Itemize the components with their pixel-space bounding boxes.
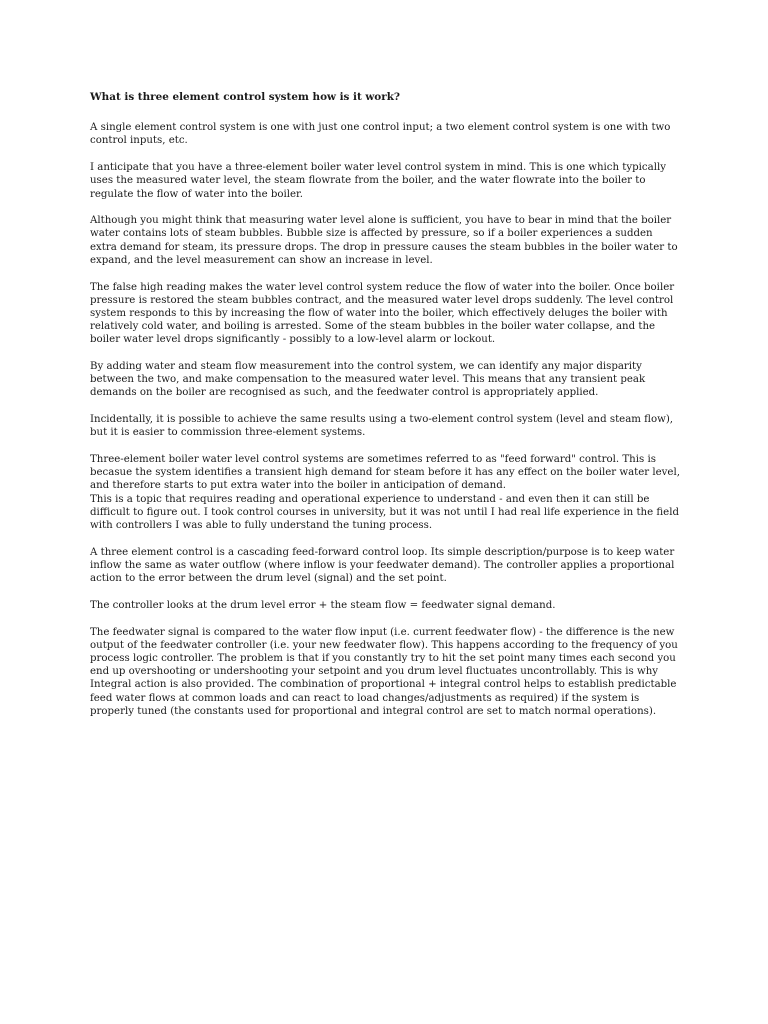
paragraph-two-element: Incidentally, it is possible to achieve the same results using a two-element control system (level and steam flow), but it is easier to commission three-element systems. xyxy=(90,414,674,439)
paragraph-signal-demand: The controller looks at the drum level error + the steam flow = feedwater signal demand. xyxy=(90,599,556,611)
paragraph-single-element: A single element control system is one with just one control input; a two element control system is one with two control inputs, etc. xyxy=(90,122,671,147)
paragraph-three-element-intro: I anticipate that you have a three-element boiler water level control system in mind. This is one which typically uses the measured water level, the steam flowrate from the boiler, and the water flowrate into the boiler to regulate the flow of water into the boiler. xyxy=(90,162,666,200)
paragraph-false-reading: The false high reading makes the water level control system reduce the flow of water into the boiler. Once boiler pressure is restored the steam bubbles contract, and the measured water level drops suddenly. The level control system responds to this by increasing the flow of water into the boiler, which effectively deluges the boiler with relatively cold water, and boiling is arrested. Some of the steam bubbles in the boiler water collapse, and the boiler water level drops significantly - possibly to a low-level alarm or lockout. xyxy=(90,281,675,346)
document-page xyxy=(90,91,681,732)
paragraph-feed-forward: Three-element boiler water level control systems are sometimes referred to as "feed forward" control. This is becasue the system identifies a transient high demand for steam before it has any effect on the boiler water level, and therefore starts to put extra water into the boiler in anticipation of demand. xyxy=(90,454,680,492)
paragraph-flow-measurement: By adding water and steam flow measurement into the control system, we can identify any major disparity between the two, and make compensation to the measured water level. This means that any transient peak demands on the boiler are recognised as such, and the feedwater control is appropriately applied. xyxy=(90,361,646,399)
paragraph-cascading-loop: A three element control is a cascading feed-forward control loop. Its simple description/purpose is to keep water inflow the same as water outflow (where inflow is your feedwater demand). The controller applies a proportional action to the error between the drum level (signal) and the set point. xyxy=(90,546,675,585)
paragraph-experience: This is a topic that requires reading and operational experience to understand - and even then it can still be difficult to figure out. I took control courses in university, but it was not until I had real life experience in the field with controllers I was able to fully understand the tuning process. xyxy=(90,493,679,532)
document-title: What is three element control system how is it work? xyxy=(90,91,401,103)
paragraph-steam-bubbles: Although you might think that measuring water level alone is sufficient, you have to bear in mind that the boiler water contains lots of steam bubbles. Bubble size is affected by pressure, so if a boiler experiences a sudden extra demand for steam, its pressure drops. The drop in pressure causes the steam bubbles in the boiler water to expand, and the level measurement can show an increase in level. xyxy=(90,215,678,266)
paragraph-feedwater-signal: The feedwater signal is compared to the water flow input (i.e. current feedwater flow) - the difference is the new output of the feedwater controller (i.e. your new feedwater flow). This happens according to the frequency of you process logic controller. The problem is that if you constantly try to hit the set point many times each second you end up overshooting or undershooting your setpoint and you drum level fluctuates uncontrollably. This is why Integral action is also provided. The combination of proportional + integral control helps to establish predictable feed water flows at common loads and can react to load changes/adjustments as required) if the system is properly tuned (the constants used for proportional and integral control are set to match normal operations). xyxy=(90,626,678,717)
